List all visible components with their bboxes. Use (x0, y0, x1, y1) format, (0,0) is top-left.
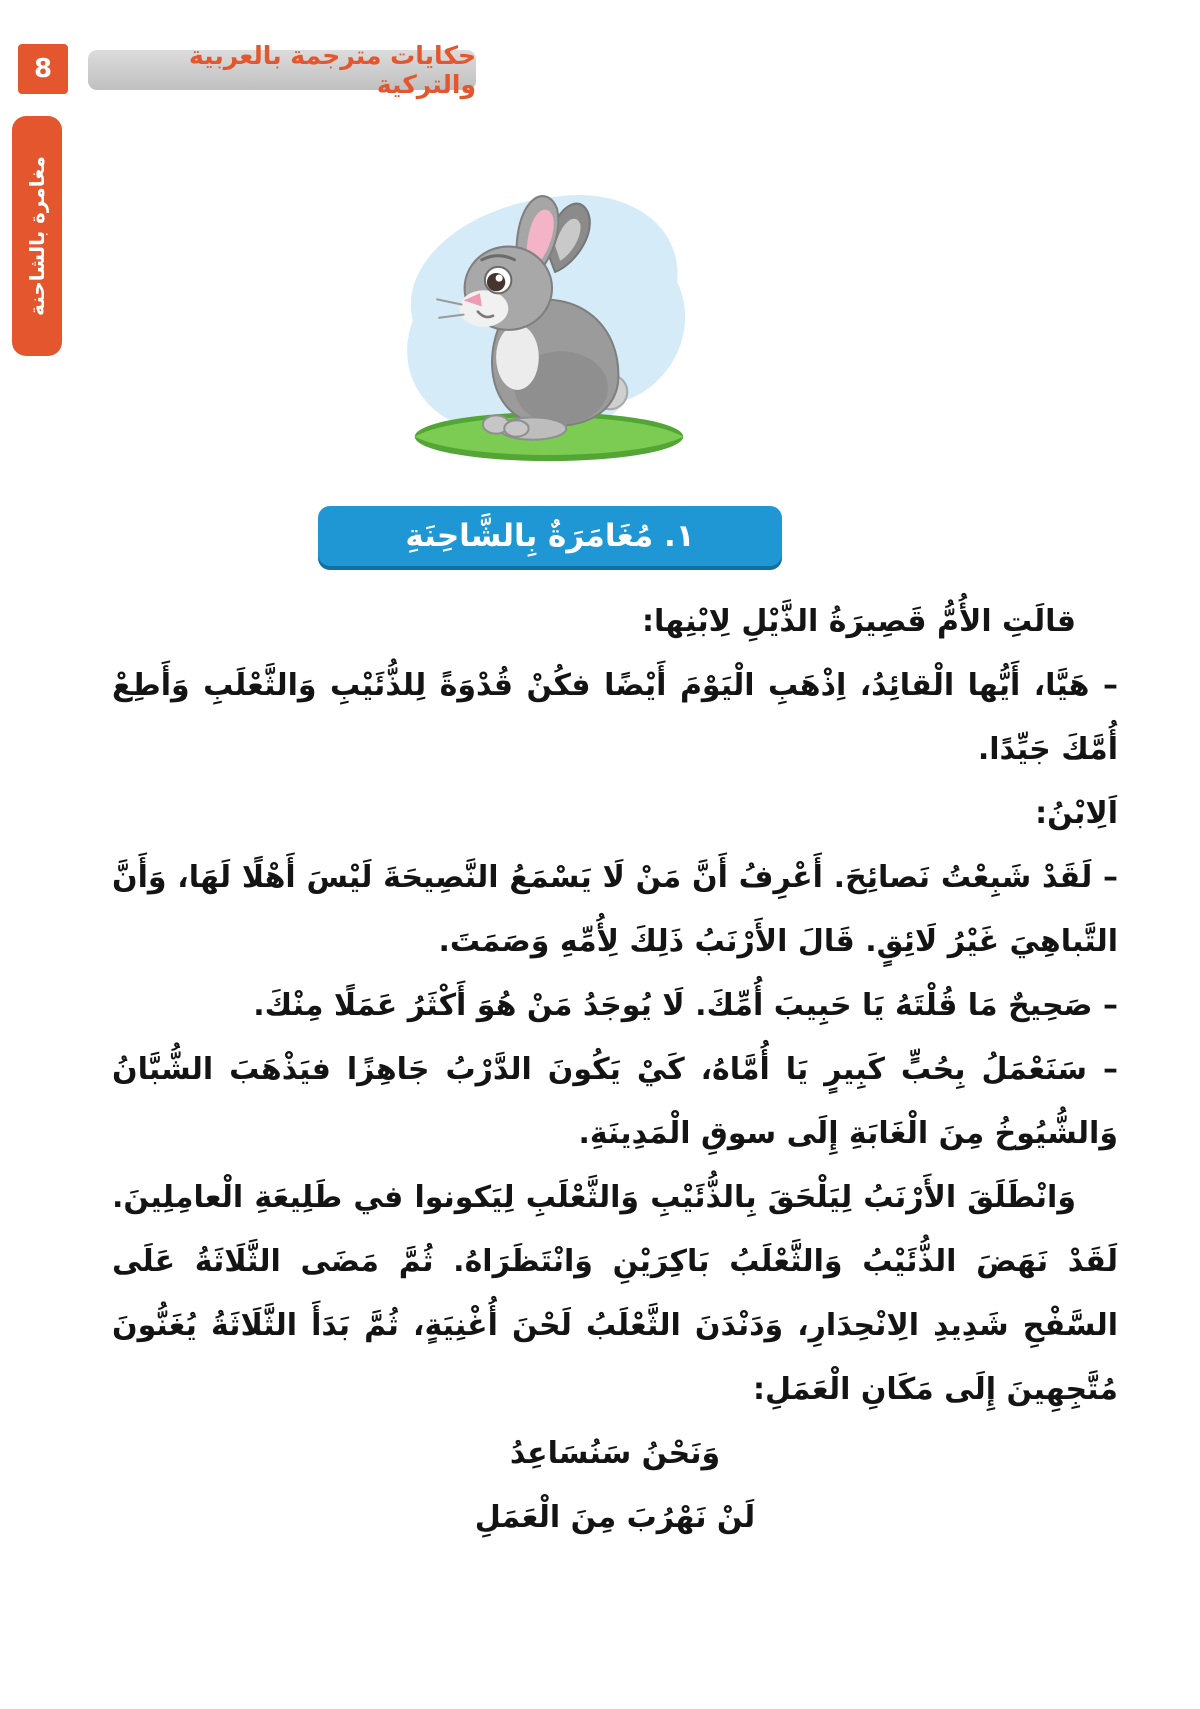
song-line: وَنَحْنُ سَنُسَاعِدُ (509, 1436, 721, 1471)
chapter-side-tab-label: مغامرة بالشاحنة (25, 156, 49, 316)
story-paragraph: اَلِابْنُ: (1035, 796, 1118, 831)
story-paragraph: – صَحِيحٌ مَا قُلْتَهُ يَا حَبِيبَ أُمِّكَ. لَا يُوجَدُ مَنْ هُوَ أَكْثَرُ عَمَلًا مِنْكَ. (253, 988, 1118, 1023)
page-number-badge (18, 44, 68, 94)
chapter-side-tab (12, 116, 62, 356)
rabbit-illustration (368, 180, 734, 490)
story-paragraph: – لَقَدْ شَبِعْتُ نَصائِحَ. أَعْرِفُ أَنَّ مَنْ لَا يَسْمَعُ النَّصِيحَةَ لَيْسَ أَهْلًا لَهَا، وَأَنَّ التَّباهِيَ غَيْرُ لَائِقٍ. قَالَ الأَرْنَبُ ذَلِكَ لِأُمِّهِ وَصَمَتَ. (112, 860, 1118, 959)
story-paragraph: قالَتِ الأُمُّ قَصِيرَةُ الذَّيْلِ لِابْنِها: (642, 604, 1076, 639)
section-title: ١. مُغَامَرَةٌ بِالشَّاحِنَةِ (405, 518, 695, 554)
rabbit-illustration-svg (368, 180, 734, 490)
story-paragraph: – سَنَعْمَلُ بِحُبٍّ كَبِيرٍ يَا أُمَّاهُ، كَيْ يَكُونَ الدَّرْبُ جَاهِزًا فيَذْهَبَ الشُّبَّانُ وَالشُّيُوخُ مِنَ الْغَابَةِ إِلَى سوقِ الْمَدِينَةِ. (112, 1052, 1118, 1151)
song-line: لَنْ نَهْرُبَ مِنَ الْعَمَلِ (474, 1500, 756, 1535)
story-paragraph: – هَيَّا، أَيُّها الْقائِدُ، اِذْهَبِ الْيَوْمَ أَيْضًا فكُنْ قُدْوَةً لِلذُّئَيْبِ وَالثَّعْلَبِ وَأَطِعْ أُمَّكَ جَيِّدًا. (112, 668, 1118, 767)
header-title: حكايات مترجمة بالعربية والتركية (189, 41, 476, 99)
story-paragraph: وَانْطَلَقَ الأَرْنَبُ لِيَلْحَقَ بِالذُّئَيْبِ وَالثَّعْلَبِ لِيَكونوا في طَلِيعَةِ الْعامِلِينَ. لَقَدْ نَهَضَ الذُّئَيْبُ وَالثَّعْلَبُ بَاكِرَيْنِ وَانْتَظَرَاهُ. ثُمَّ مَضَى الثَّلَاثَةُ عَلَى السَّفْحِ شَدِيدِ الِانْحِدَارِ، وَدَنْدَنَ الثَّعْلَبُ لَحْنَ أُغْنِيَةٍ، ثُمَّ بَدَأَ الثَّلَاثَةُ يُغَنُّونَ مُتَّجِهِينَ إِلَى مَكَانِ الْعَمَلِ: (112, 1180, 1118, 1407)
page-number: 8 (33, 54, 53, 84)
section-title-banner (318, 506, 782, 566)
story-text (112, 590, 1118, 1550)
header-bar (88, 41, 476, 99)
